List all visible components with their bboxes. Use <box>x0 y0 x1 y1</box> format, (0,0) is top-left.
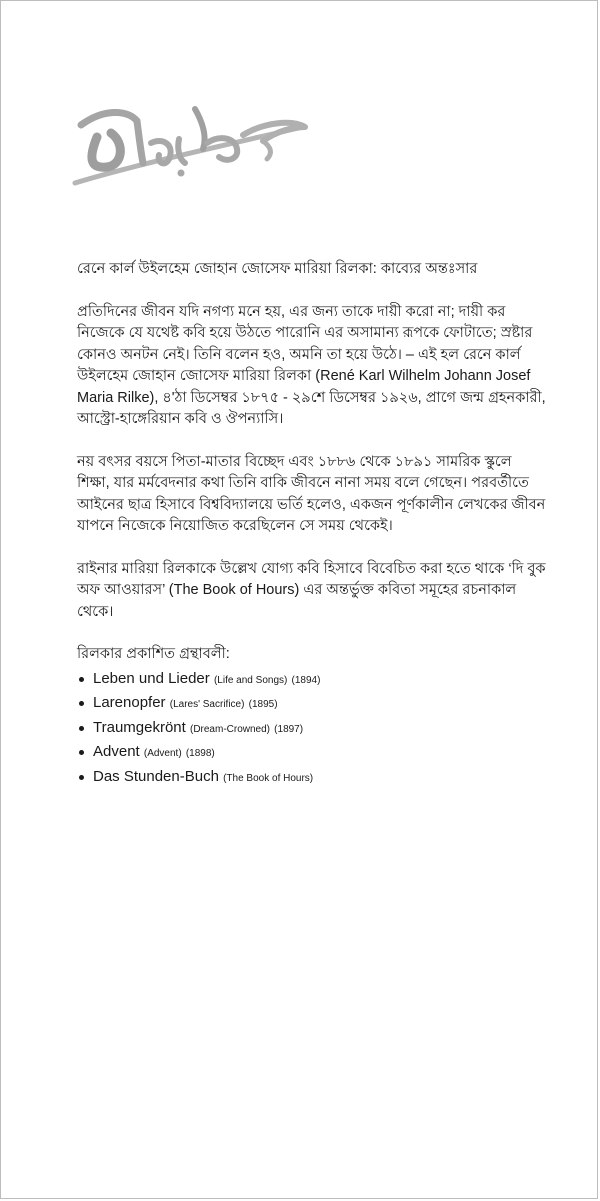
bullet-icon <box>79 701 84 706</box>
list-item <box>77 741 547 766</box>
book-translation: (The Book of Hours) <box>223 772 314 784</box>
list-item <box>77 766 547 791</box>
paragraph-early-life: নয় বৎসর বয়সে পিতা-মাতার বিচ্ছেদ এবং ১৮৮৬ থেকে ১৮৯১ সামরিক স্কুলে শিক্ষা, যার মর্মবেদনার কথা তিনি বাকি জীবনে নানা সময় বলে গেছেন। পরবর্তীতে আইনের ছাত্র হিসাবে বিশ্ববিদ্যালয়ে ভর্তি হলেও, একজন পূর্ণকালীন লেখকের জীবন যাপনে নিজেকে নিয়োজিত করেছিলেন সে সময় থেকেই। <box>77 453 546 534</box>
bullet-icon <box>79 775 84 780</box>
list-item <box>77 692 547 717</box>
article-heading: রেনে কার্ল উইলহেম জোহান জোসেফ মারিয়া রিলকা: কাব্যের অন্তঃসার <box>77 261 478 277</box>
paragraph-intro: প্রতিদিনের জীবন যদি নগণ্য মনে হয়, এর জন্য তাকে দায়ী করো না; দায়ী কর নিজেকে যে যথেষ্ট কবি হয়ে উঠতে পারোনি এর অসামান্য রূপকে ফোটাতে; স্রষ্টার কোনও অনটন নেই। তিনি বলেন হও, অমনি তা হয়ে উঠে। – এই হল রেনে কার্ল উইলহেম জোহান জোসেফ মারিয়া রিলকা (René Karl Wilhelm Johann Josef Maria Rilke), ৪'ঠা ডিসেম্বর ১৮৭৫ - ২৯শে ডিসেম্বর ১৯২৬, প্রাগে জন্ম গ্রহনকারী, আস্ট্রো-হাঙ্গেরিয়ান কবি ও ঔপন্যাসি। <box>77 303 546 427</box>
paragraph-recognition: রাইনার মারিয়া রিলকাকে উল্লেখ যোগ্য কবি হিসাবে বিবেচিত করা হতে থাকে ‘দি বুক অফ আওয়ারস’ (The Book of Hours) এর অন্তর্ভুক্ত কবিতা সমূহের রচনাকাল থেকে। <box>77 560 546 620</box>
book-title: Larenopfer <box>93 694 166 711</box>
book-title: Traumgekrönt <box>93 718 186 736</box>
book-title: Advent <box>93 743 140 760</box>
book-translation: (Dream-Crowned) <box>189 723 270 735</box>
bullet-icon <box>79 750 84 755</box>
book-year: (1897) <box>274 723 304 735</box>
book-translation: (Life and Songs) <box>213 674 288 686</box>
book-translation: (Lares' Sacrifice) <box>169 699 245 710</box>
book-title: Das Stunden-Buch <box>93 767 219 785</box>
book-year: (1898) <box>185 748 215 759</box>
book-year: (1895) <box>248 699 278 710</box>
bullet-icon <box>79 726 84 731</box>
publications-title: রিলকার প্রকাশিত গ্রন্থাবলী: <box>77 646 230 662</box>
book-title: Leben und Lieder <box>93 669 210 687</box>
calligraphy-logo <box>67 97 317 197</box>
list-item <box>77 717 547 742</box>
bullet-icon <box>79 677 84 682</box>
book-translation: (Advent) <box>143 748 182 759</box>
list-item <box>77 668 547 693</box>
article-body <box>77 259 547 790</box>
publications-list <box>77 668 547 791</box>
book-year: (1894) <box>291 674 321 686</box>
